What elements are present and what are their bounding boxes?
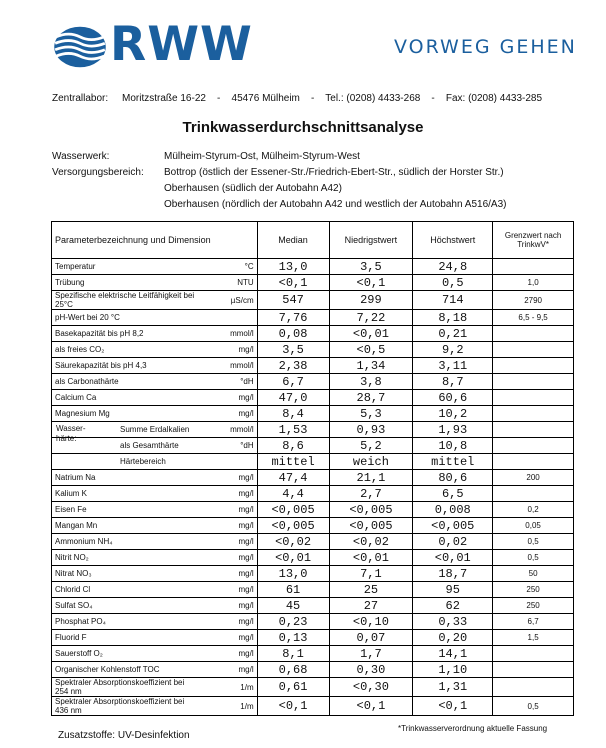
- parameter-unit: mg/l: [199, 662, 257, 678]
- min-value: <0,01: [329, 550, 413, 566]
- max-value: 95: [413, 582, 493, 598]
- min-value: <0,5: [329, 342, 413, 358]
- limit-value: 200: [493, 470, 574, 486]
- min-value: 5,2: [329, 438, 413, 454]
- min-value: 3,5: [329, 259, 413, 275]
- min-value: 27: [329, 598, 413, 614]
- median-value: <0,1: [257, 275, 329, 291]
- median-value: 6,7: [257, 374, 329, 390]
- parameter-unit: mg/l: [199, 502, 257, 518]
- median-value: 2,38: [257, 358, 329, 374]
- limit-value: [493, 342, 574, 358]
- min-value: <0,30: [329, 678, 413, 697]
- parameter-name: Härtebereich: [52, 454, 200, 470]
- min-value: 299: [329, 291, 413, 310]
- parameter-unit: mg/l: [199, 342, 257, 358]
- analysis-table: [51, 221, 574, 716]
- versorgung-line: Bottrop (östlich der Essener-Str./Friedrich-Ebert-Str., südlich der Horster Str.): [164, 167, 504, 178]
- parameter-name: Sulfat SO₄: [52, 598, 200, 614]
- max-value: 0,5: [413, 275, 493, 291]
- limit-value: [493, 259, 574, 275]
- limit-value: 6,5 - 9,5: [493, 310, 574, 326]
- median-value: <0,02: [257, 534, 329, 550]
- parameter-unit: mg/l: [199, 646, 257, 662]
- min-value: 3,8: [329, 374, 413, 390]
- table-row: [52, 259, 574, 275]
- min-value: 0,93: [329, 422, 413, 438]
- min-value: 21,1: [329, 470, 413, 486]
- max-value: 8,7: [413, 374, 493, 390]
- median-value: 45: [257, 598, 329, 614]
- table-row: [52, 598, 574, 614]
- median-value: 61: [257, 582, 329, 598]
- wasserwerk-label: Wasserwerk:: [52, 151, 110, 162]
- min-value: <0,1: [329, 697, 413, 716]
- min-value: weich: [329, 454, 413, 470]
- median-value: 3,5: [257, 342, 329, 358]
- limit-value: [493, 678, 574, 697]
- min-value: 0,07: [329, 630, 413, 646]
- table-row: [52, 470, 574, 486]
- max-value: 14,1: [413, 646, 493, 662]
- parameter-unit: 1/m: [199, 678, 257, 697]
- versorgung-line: Oberhausen (südlich der Autobahn A42): [164, 183, 342, 194]
- lab-address: Zentrallabor: Moritzstraße 16-22 - 45476 Mülheim - Tel.: (0208) 4433-268 - Fax: (0208) 4433-285: [52, 93, 543, 104]
- table-row: [52, 326, 574, 342]
- max-value: 18,7: [413, 566, 493, 582]
- max-value: 0,21: [413, 326, 493, 342]
- table-header-row: [52, 222, 574, 259]
- limit-value: [493, 662, 574, 678]
- median-value: 0,68: [257, 662, 329, 678]
- page-title: Trinkwasserdurchschnittsanalyse: [182, 119, 424, 136]
- table-row: [52, 678, 574, 697]
- limit-value: 50: [493, 566, 574, 582]
- median-value: 0,13: [257, 630, 329, 646]
- median-value: 0,23: [257, 614, 329, 630]
- limit-value: 0,05: [493, 518, 574, 534]
- limit-value: [493, 486, 574, 502]
- parameter-unit: mg/l: [199, 630, 257, 646]
- median-value: mittel: [257, 454, 329, 470]
- median-value: 0,61: [257, 678, 329, 697]
- median-value: <0,005: [257, 518, 329, 534]
- min-value: <0,005: [329, 502, 413, 518]
- limit-value: [493, 374, 574, 390]
- min-value: 1,34: [329, 358, 413, 374]
- parameter-name: Nitrit NO₂: [52, 550, 200, 566]
- header-max: Höchstwert: [413, 222, 493, 259]
- group-label: Wasser-härte:: [56, 424, 86, 443]
- parameter-name: Calcium Ca: [52, 390, 200, 406]
- median-value: 547: [257, 291, 329, 310]
- max-value: 0,008: [413, 502, 493, 518]
- parameter-name: Mangan Mn: [52, 518, 200, 534]
- limit-value: 1,5: [493, 630, 574, 646]
- min-value: 0,30: [329, 662, 413, 678]
- min-value: 5,3: [329, 406, 413, 422]
- parameter-name: Sauerstoff O₂: [52, 646, 200, 662]
- max-value: 24,8: [413, 259, 493, 275]
- versorgung-label: Versorgungsbereich:: [52, 167, 144, 178]
- parameter-name: Spezifische elektrische Leitfähigkeit bei 25°C: [52, 291, 200, 310]
- median-value: 8,1: [257, 646, 329, 662]
- parameter-unit: mg/l: [199, 550, 257, 566]
- limit-value: 6,7: [493, 614, 574, 630]
- max-value: 0,02: [413, 534, 493, 550]
- header-min: Niedrigstwert: [329, 222, 413, 259]
- max-value: 0,33: [413, 614, 493, 630]
- max-value: <0,1: [413, 697, 493, 716]
- min-value: <0,02: [329, 534, 413, 550]
- min-value: 25: [329, 582, 413, 598]
- parameter-unit: [199, 310, 257, 326]
- median-value: 47,4: [257, 470, 329, 486]
- max-value: 10,2: [413, 406, 493, 422]
- parameter-unit: mmol/l: [199, 358, 257, 374]
- limit-value: 0,5: [493, 697, 574, 716]
- table-row: [52, 630, 574, 646]
- table-row: [52, 646, 574, 662]
- table-row: [52, 291, 574, 310]
- table-row: [52, 454, 574, 470]
- min-value: 7,1: [329, 566, 413, 582]
- min-value: <0,01: [329, 326, 413, 342]
- wasserwerk-value: Mülheim-Styrum-Ost, Mülheim-Styrum-West: [164, 151, 360, 162]
- limit-value: [493, 422, 574, 438]
- header-parameter: Parameterbezeichnung und Dimension: [52, 222, 258, 259]
- parameter-unit: mg/l: [199, 406, 257, 422]
- min-value: 7,22: [329, 310, 413, 326]
- parameter-name: Temperatur: [52, 259, 200, 275]
- median-value: 13,0: [257, 259, 329, 275]
- limit-value: 0,5: [493, 534, 574, 550]
- table-row: [52, 390, 574, 406]
- median-value: 0,08: [257, 326, 329, 342]
- limit-value: [493, 390, 574, 406]
- median-value: 47,0: [257, 390, 329, 406]
- parameter-name: Ammonium NH₄: [52, 534, 200, 550]
- table-row: [52, 502, 574, 518]
- table-row: [52, 582, 574, 598]
- limit-value: [493, 438, 574, 454]
- max-value: 1,31: [413, 678, 493, 697]
- limit-value: [493, 646, 574, 662]
- limit-value: 1,0: [493, 275, 574, 291]
- median-value: 8,4: [257, 406, 329, 422]
- slogan: VORWEG GEHEN: [394, 36, 577, 58]
- max-value: 60,6: [413, 390, 493, 406]
- min-value: 1,7: [329, 646, 413, 662]
- parameter-unit: NTU: [199, 275, 257, 291]
- versorgung-line: Oberhausen (nördlich der Autobahn A42 und westlich der Autobahn A516/A3): [164, 199, 507, 210]
- max-value: 8,18: [413, 310, 493, 326]
- parameter-name: Spektraler Absorptionskoeffizient bei 436 nm: [52, 697, 200, 716]
- parameter-unit: mg/l: [199, 614, 257, 630]
- median-value: 8,6: [257, 438, 329, 454]
- parameter-unit: mg/l: [199, 534, 257, 550]
- parameter-unit: mg/l: [199, 598, 257, 614]
- median-value: 4,4: [257, 486, 329, 502]
- max-value: 1,10: [413, 662, 493, 678]
- limit-value: 250: [493, 598, 574, 614]
- logo-text: RWW: [110, 17, 253, 72]
- max-value: 6,5: [413, 486, 493, 502]
- header-median: Median: [257, 222, 329, 259]
- parameter-unit: °C: [199, 259, 257, 275]
- table-row: [52, 662, 574, 678]
- table-row: [52, 275, 574, 291]
- min-value: <0,005: [329, 518, 413, 534]
- min-value: 28,7: [329, 390, 413, 406]
- parameter-name: Kalium K: [52, 486, 200, 502]
- median-value: <0,01: [257, 550, 329, 566]
- max-value: 1,93: [413, 422, 493, 438]
- parameter-unit: µS/cm: [199, 291, 257, 310]
- max-value: <0,005: [413, 518, 493, 534]
- table-row: [52, 374, 574, 390]
- max-value: 80,6: [413, 470, 493, 486]
- median-value: 13,0: [257, 566, 329, 582]
- max-value: 62: [413, 598, 493, 614]
- parameter-name: Nitrat NO₃: [52, 566, 200, 582]
- parameter-name: als Carbonathärte: [52, 374, 200, 390]
- limit-value: [493, 454, 574, 470]
- table-row: [52, 518, 574, 534]
- median-value: <0,1: [257, 697, 329, 716]
- max-value: 10,8: [413, 438, 493, 454]
- limit-value: [493, 326, 574, 342]
- parameter-unit: mg/l: [199, 582, 257, 598]
- limit-value: 2790: [493, 291, 574, 310]
- table-row: [52, 358, 574, 374]
- parameter-name: als Gesamthärte: [52, 438, 200, 454]
- footnote: *Trinkwasserverordnung aktuelle Fassung: [398, 724, 548, 733]
- parameter-name: Phosphat PO₄: [52, 614, 200, 630]
- max-value: 9,2: [413, 342, 493, 358]
- median-value: <0,005: [257, 502, 329, 518]
- parameter-unit: mg/l: [199, 566, 257, 582]
- table-row: [52, 486, 574, 502]
- limit-value: [493, 406, 574, 422]
- rww-logo-waves: [52, 24, 108, 70]
- max-value: 714: [413, 291, 493, 310]
- parameter-name: [52, 422, 200, 443]
- parameter-name: Basekapazität bis pH 8,2: [52, 326, 200, 342]
- parameter-name: Säurekapazität bis pH 4,3: [52, 358, 200, 374]
- parameter-name: Eisen Fe: [52, 502, 200, 518]
- parameter-unit: mg/l: [199, 486, 257, 502]
- min-value: <0,10: [329, 614, 413, 630]
- limit-value: 0,2: [493, 502, 574, 518]
- header-limit: Grenzwert nach TrinkwV*: [493, 222, 574, 259]
- parameter-name: Organischer Kohlenstoff TOC: [52, 662, 200, 678]
- parameter-name: Spektraler Absorptionskoeffizient bei 254 nm: [52, 678, 200, 697]
- max-value: 3,11: [413, 358, 493, 374]
- table-row: [52, 697, 574, 716]
- median-value: 1,53: [257, 422, 329, 438]
- limit-value: 250: [493, 582, 574, 598]
- limit-value: [493, 358, 574, 374]
- zusatzstoffe: Zusatzstoffe: UV-Desinfektion: [58, 730, 190, 741]
- parameter-name: Magnesium Mg: [52, 406, 200, 422]
- parameter-unit: mmol/l: [199, 326, 257, 342]
- parameter-unit: [199, 454, 257, 470]
- table-row: [52, 310, 574, 326]
- parameter-unit: mmol/l: [199, 422, 257, 438]
- max-value: mittel: [413, 454, 493, 470]
- table-row: [52, 614, 574, 630]
- parameter-unit: °dH: [199, 374, 257, 390]
- min-value: 2,7: [329, 486, 413, 502]
- parameter-name: Trübung: [52, 275, 200, 291]
- parameter-name: pH-Wert bei 20 °C: [52, 310, 200, 326]
- table-row: [52, 438, 574, 454]
- table-row: [52, 422, 574, 438]
- parameter-unit: mg/l: [199, 518, 257, 534]
- parameter-name: als freies CO₂: [52, 342, 200, 358]
- group-name: Summe Erdalkalien: [120, 425, 190, 434]
- min-value: <0,1: [329, 275, 413, 291]
- parameter-name: Chlorid Cl: [52, 582, 200, 598]
- max-value: <0,01: [413, 550, 493, 566]
- parameter-name: Fluorid F: [52, 630, 200, 646]
- parameter-name: Natrium Na: [52, 470, 200, 486]
- parameter-unit: mg/l: [199, 470, 257, 486]
- parameter-unit: °dH: [199, 438, 257, 454]
- table-row: [52, 566, 574, 582]
- parameter-unit: 1/m: [199, 697, 257, 716]
- median-value: 7,76: [257, 310, 329, 326]
- max-value: 0,20: [413, 630, 493, 646]
- parameter-unit: mg/l: [199, 390, 257, 406]
- limit-value: 0,5: [493, 550, 574, 566]
- table-row: [52, 406, 574, 422]
- table-row: [52, 342, 574, 358]
- table-row: [52, 550, 574, 566]
- table-row: [52, 534, 574, 550]
